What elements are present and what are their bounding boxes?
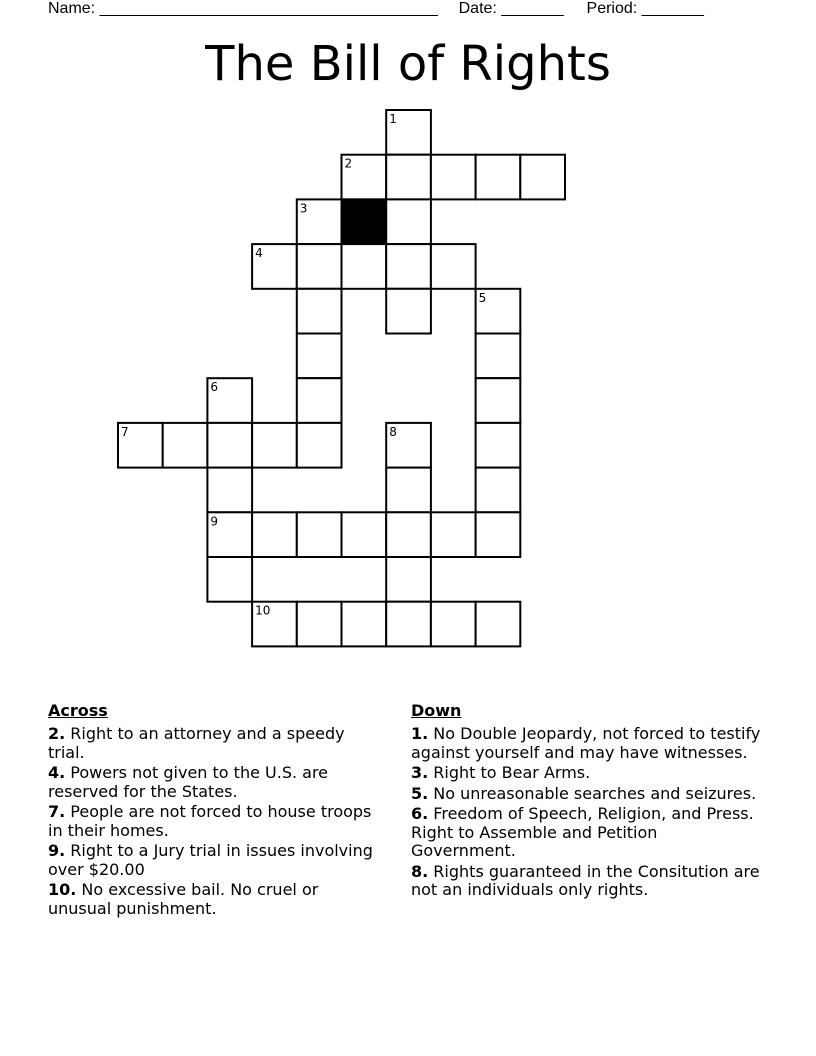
crossword-cell[interactable] [342,602,387,647]
clue-text: Right to a Jury trial in issues involving over $20.00 [48,841,373,879]
clue-text: Right to an attorney and a speedy trial. [48,724,345,762]
crossword-cell[interactable] [207,423,252,468]
page-title: The Bill of Rights [205,36,611,92]
cell-number: 10 [255,603,271,618]
clue-text: No Double Jeopardy, not forced to testify against yourself and may have witnesses. [411,724,761,762]
cell-number: 5 [478,290,487,305]
down-clue [411,805,761,861]
crossword-cell[interactable] [342,244,387,289]
clue-text: Powers not given to the U.S. are reserved for the States. [48,763,329,801]
crossword-cell[interactable] [342,512,387,557]
crossword-cell[interactable] [252,244,297,289]
crossword-cell[interactable] [297,289,342,334]
down-clue [411,863,761,900]
down-clue [411,725,761,762]
clue-number: 6. [411,804,429,823]
clue-text: Rights guaranteed in the Consitution are not an individuals only rights. [411,861,760,899]
across-clue [48,764,378,801]
across-clue-list [48,725,378,918]
crossword-cell[interactable] [386,199,431,244]
crossword-cell[interactable] [163,423,208,468]
crossword-cell[interactable] [386,155,431,200]
crossword-block-cell [342,199,387,244]
crossword-cell[interactable] [207,557,252,602]
crossword-cell[interactable] [386,244,431,289]
crossword-cell[interactable] [431,602,476,647]
name-field[interactable]: Name: ______________________________________ [48,0,438,17]
clue-text: People are not forced to house troops in their homes. [48,802,372,840]
clue-text: No excessive bail. No cruel or unusual punishment. [48,880,319,918]
crossword-cell[interactable] [431,155,476,200]
clue-number: 5. [411,783,429,803]
across-heading: Across [48,701,108,720]
crossword-cell[interactable] [476,378,521,423]
crossword-cell[interactable] [476,468,521,513]
down-heading: Down [411,701,462,720]
cell-number: 7 [121,424,129,439]
crossword-cell[interactable] [386,602,431,647]
clue-number: 9. [48,841,66,860]
crossword-cell[interactable] [476,602,521,647]
crossword-cell[interactable] [476,512,521,557]
crossword-cell[interactable] [386,468,431,513]
crossword-cell[interactable] [386,423,431,468]
cell-number: 8 [389,424,397,439]
crossword-cell[interactable] [297,423,342,468]
crossword-cell[interactable] [252,423,297,468]
crossword-cell[interactable] [386,557,431,602]
crossword-cell[interactable] [342,155,387,200]
cell-number: 3 [299,201,308,216]
crossword-cell[interactable] [476,289,521,334]
crossword-cell[interactable] [476,334,521,379]
crossword-cell[interactable] [207,512,252,557]
crossword-cell[interactable] [297,378,342,423]
crossword-cell[interactable] [297,512,342,557]
across-clue [48,803,378,840]
down-clue-list [411,725,761,900]
crossword-cell[interactable] [431,244,476,289]
date-field[interactable]: Date: _______ [458,0,564,17]
crossword-cell[interactable] [252,602,297,647]
clue-text: No unreasonable searches and seizures. [428,783,757,803]
clue-text: Right to Bear Arms. [428,763,591,782]
crossword-cell[interactable] [252,512,297,557]
across-clues [48,702,378,920]
down-clue [411,764,761,783]
crossword-cell[interactable] [476,155,521,200]
crossword-cell[interactable] [297,602,342,647]
cell-number: 4 [255,246,263,261]
clue-number: 7. [48,802,66,821]
clue-number: 10. [48,880,77,899]
clue-number: 2. [48,724,66,743]
crossword-cell[interactable] [476,423,521,468]
clue-number: 8. [411,861,429,881]
clue-number: 4. [48,763,66,782]
crossword-cell[interactable] [207,378,252,423]
crossword-cell[interactable] [118,423,163,468]
crossword-cell[interactable] [386,512,431,557]
crossword-cell[interactable] [431,512,476,557]
crossword-cell[interactable] [520,155,565,200]
crossword-cell[interactable] [297,334,342,379]
cell-number: 9 [210,514,219,529]
clue-number: 3. [411,763,429,782]
period-field[interactable]: Period: _______ [586,0,704,17]
across-clue [48,842,378,879]
cell-number: 2 [344,156,353,171]
student-info-line [48,0,704,18]
crossword-cell[interactable] [386,289,431,334]
crossword-cell[interactable] [297,244,342,289]
clue-number: 1. [411,724,429,743]
across-clue [48,881,378,918]
cell-number: 6 [210,380,219,395]
crossword-cell[interactable] [297,199,342,244]
crossword-cell[interactable] [207,468,252,513]
cell-number: 1 [389,112,397,126]
across-clue [48,725,378,762]
down-clues [411,702,761,902]
clue-text: Freedom of Speech, Religion, and Press. Right to Assemble and Petition Government. [411,804,754,860]
down-clue [411,785,761,804]
crossword-cell[interactable] [386,110,431,155]
